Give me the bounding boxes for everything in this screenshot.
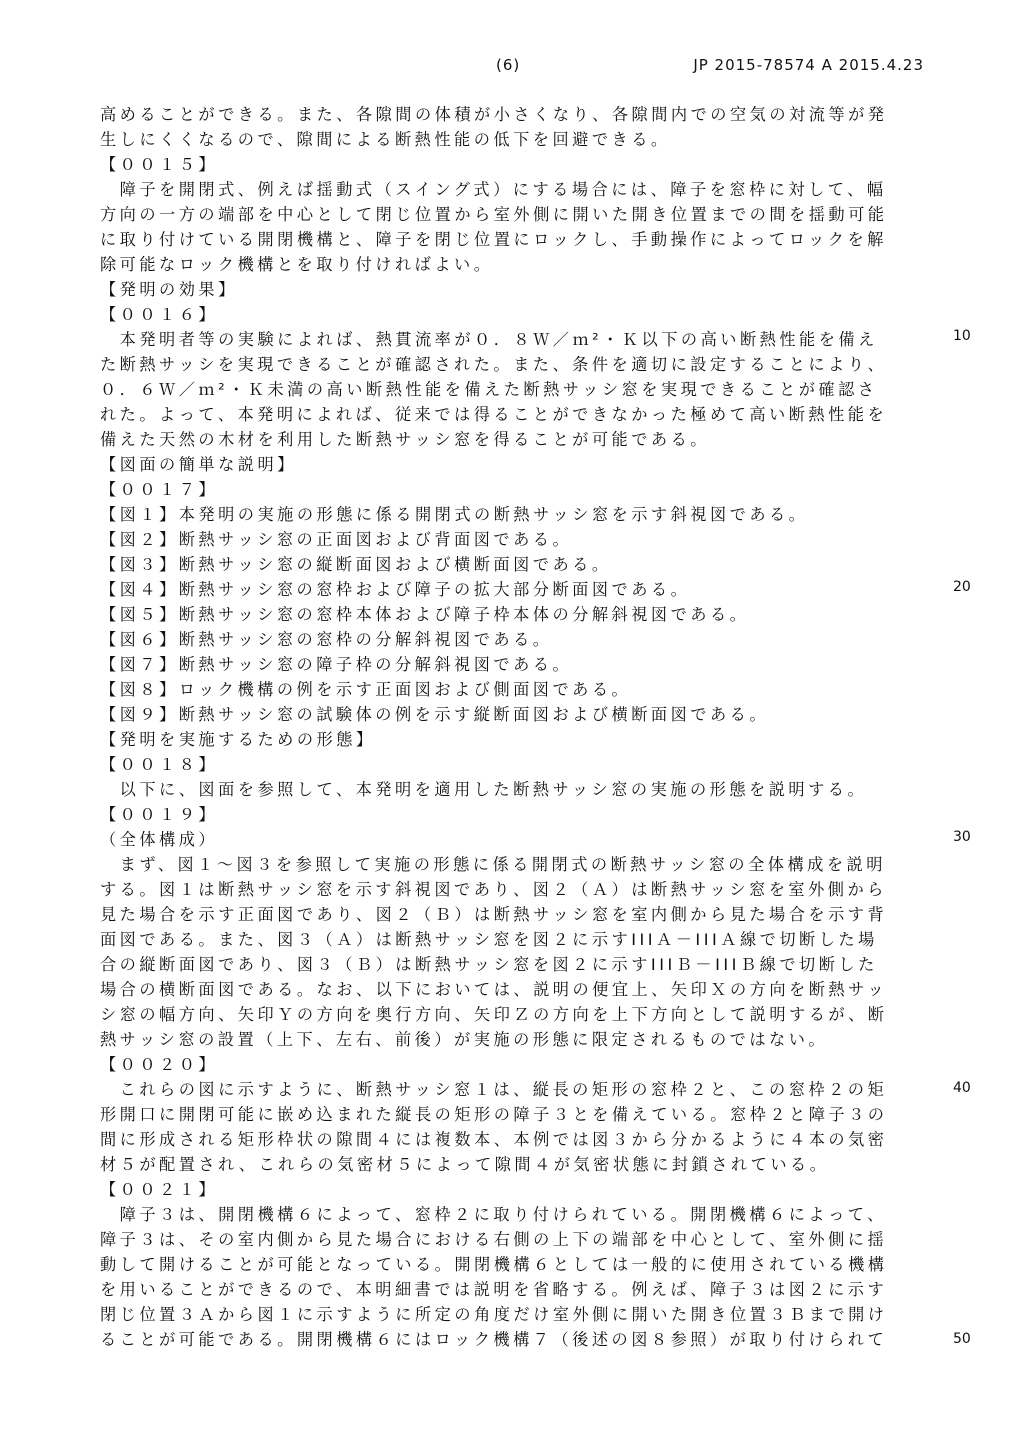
figure-description: 【図１】本発明の実施の形態に係る開閉式の断熱サッシ窓を示す斜視図である。 xyxy=(100,505,809,524)
paragraph-number: 【００２０】 xyxy=(100,1055,219,1074)
publication-id: JP 2015-78574 A 2015.4.23 xyxy=(693,56,924,74)
text-line: 本発明者等の実験によれば、熱貫流率が０．８Ｗ／ｍ²・Ｋ以下の高い断熱性能を備え xyxy=(100,330,878,349)
text-line: 障子を開閉式、例えば揺動式（スイング式）にする場合には、障子を窓枠に対して、幅 xyxy=(100,180,887,199)
subsection-heading: （全体構成） xyxy=(100,830,219,849)
text-line: 閉じ位置３Ａから図１に示すように所定の角度だけ室外側に開いた開き位置３Ｂまで開け xyxy=(100,1305,888,1324)
section-heading: 【発明の効果】 xyxy=(100,280,238,299)
figure-description: 【図９】断熱サッシ窓の試験体の例を示す縦断面図および横断面図である。 xyxy=(100,705,770,724)
paragraph-number: 【００１７】 xyxy=(100,480,219,499)
text-line: 合の縦断面図であり、図３（Ｂ）は断熱サッシ窓を図２に示すIIIＢ－IIIＢ線で切断した xyxy=(100,955,878,974)
figure-description: 【図７】断熱サッシ窓の障子枠の分解斜視図である。 xyxy=(100,655,573,674)
text-line: 熱サッシ窓の設置（上下、左右、前後）が実施の形態に限定されるものではない。 xyxy=(100,1030,829,1049)
figure-description: 【図６】断熱サッシ窓の窓枠の分解斜視図である。 xyxy=(100,630,553,649)
text-line: 除可能なロック機構とを取り付ければよい。 xyxy=(100,255,494,274)
text-line: シ窓の幅方向、矢印Ｙの方向を奥行方向、矢印Ｚの方向を上下方向として説明するが、断 xyxy=(100,1005,888,1024)
text-line: 形開口に開閉可能に嵌め込まれた縦長の矩形の障子３とを備えている。窓枠２と障子３の xyxy=(100,1105,888,1124)
text-line: に取り付けている開閉機構と、障子を閉じ位置にロックし、手動操作によってロックを解 xyxy=(100,230,887,249)
text-line: 面図である。また、図３（Ａ）は断熱サッシ窓を図２に示すIIIＡ－IIIＡ線で切断した場 xyxy=(100,930,878,949)
figure-description: 【図３】断熱サッシ窓の縦断面図および横断面図である。 xyxy=(100,555,612,574)
line-number-10: 10 xyxy=(953,328,971,344)
text-line: 方向の一方の端部を中心として閉じ位置から室外側に開いた開き位置までの間を揺動可能 xyxy=(100,205,888,224)
text-line: た断熱サッシを実現できることが確認された。また、条件を適切に設定することにより、 xyxy=(100,355,888,374)
text-line: 場合の横断面図である。なお、以下においては、説明の便宜上、矢印Ｘの方向を断熱サッ xyxy=(100,980,888,999)
text-line: 障子３は、開閉機構６によって、窓枠２に取り付けられている。開閉機構６によって、 xyxy=(100,1205,887,1224)
paragraph-number: 【００１５】 xyxy=(100,155,219,174)
text-line: する。図１は断熱サッシ窓を示す斜視図であり、図２（Ａ）は断熱サッシ窓を室外側から xyxy=(100,880,887,899)
text-line: これらの図に示すように、断熱サッシ窓１は、縦長の矩形の窓枠２と、この窓枠２の矩 xyxy=(100,1080,888,1099)
section-heading: 【図面の簡単な説明】 xyxy=(100,455,297,474)
figure-description: 【図４】断熱サッシ窓の窓枠および障子の拡大部分断面図である。 xyxy=(100,580,691,599)
page-number: (6) xyxy=(496,56,521,74)
line-number-30: 30 xyxy=(953,829,971,845)
text-line: ０．６Ｗ／ｍ²・Ｋ未満の高い断熱性能を備えた断熱サッシ窓を実現できることが確認さ xyxy=(100,380,878,399)
text-line: れた。よって、本発明によれば、従来では得ることができなかった極めて高い断熱性能を xyxy=(100,405,888,424)
paragraph-number: 【００１８】 xyxy=(100,755,219,774)
page-header xyxy=(0,56,1024,80)
text-line: 高めることができる。また、各隙間の体積が小さくなり、各隙間内での空気の対流等が発 xyxy=(100,105,888,124)
text-line: ることが可能である。開閉機構６にはロック機構７（後述の図８参照）が取り付けられて xyxy=(100,1330,888,1349)
line-number-50: 50 xyxy=(953,1331,971,1347)
text-line: 生しにくくなるので、隙間による断熱性能の低下を回避できる。 xyxy=(100,130,671,149)
text-line: 障子３は、その室内側から見た場合における右側の上下の端部を中心として、室外側に揺 xyxy=(100,1230,888,1249)
line-number-20: 20 xyxy=(953,579,971,595)
paragraph-number: 【００１６】 xyxy=(100,305,219,324)
text-line: 見た場合を示す正面図であり、図２（Ｂ）は断熱サッシ窓を室内側から見た場合を示す背 xyxy=(100,905,888,924)
section-heading: 【発明を実施するための形態】 xyxy=(100,730,376,749)
text-line: 備えた天然の木材を利用した断熱サッシ窓を得ることが可能である。 xyxy=(100,430,710,449)
text-line: まず、図１～図３を参照して実施の形態に係る開閉式の断熱サッシ窓の全体構成を説明 xyxy=(100,855,886,874)
text-line: 間に形成される矩形枠状の隙間４には複数本、本例では図３から分かるように４本の気密 xyxy=(100,1130,888,1149)
line-number-40: 40 xyxy=(953,1080,971,1096)
paragraph-number: 【００２１】 xyxy=(100,1180,219,1199)
document-body xyxy=(100,102,920,1352)
text-line: 材５が配置され、これらの気密材５によって隙間４が気密状態に封鎖されている。 xyxy=(100,1155,830,1174)
figure-description: 【図２】断熱サッシ窓の正面図および背面図である。 xyxy=(100,530,573,549)
text-line: 動して開けることが可能となっている。開閉機構６としては一般的に使用されている機構 xyxy=(100,1255,888,1274)
text-line: 以下に、図面を参照して、本発明を適用した断熱サッシ窓の実施の形態を説明する。 xyxy=(100,780,868,799)
paragraph-number: 【００１９】 xyxy=(100,805,219,824)
text-line: を用いることができるので、本明細書では説明を省略する。例えば、障子３は図２に示す xyxy=(100,1280,888,1299)
figure-description: 【図８】ロック機構の例を示す正面図および側面図である。 xyxy=(100,680,632,699)
figure-description: 【図５】断熱サッシ窓の窓枠本体および障子枠本体の分解斜視図である。 xyxy=(100,605,750,624)
